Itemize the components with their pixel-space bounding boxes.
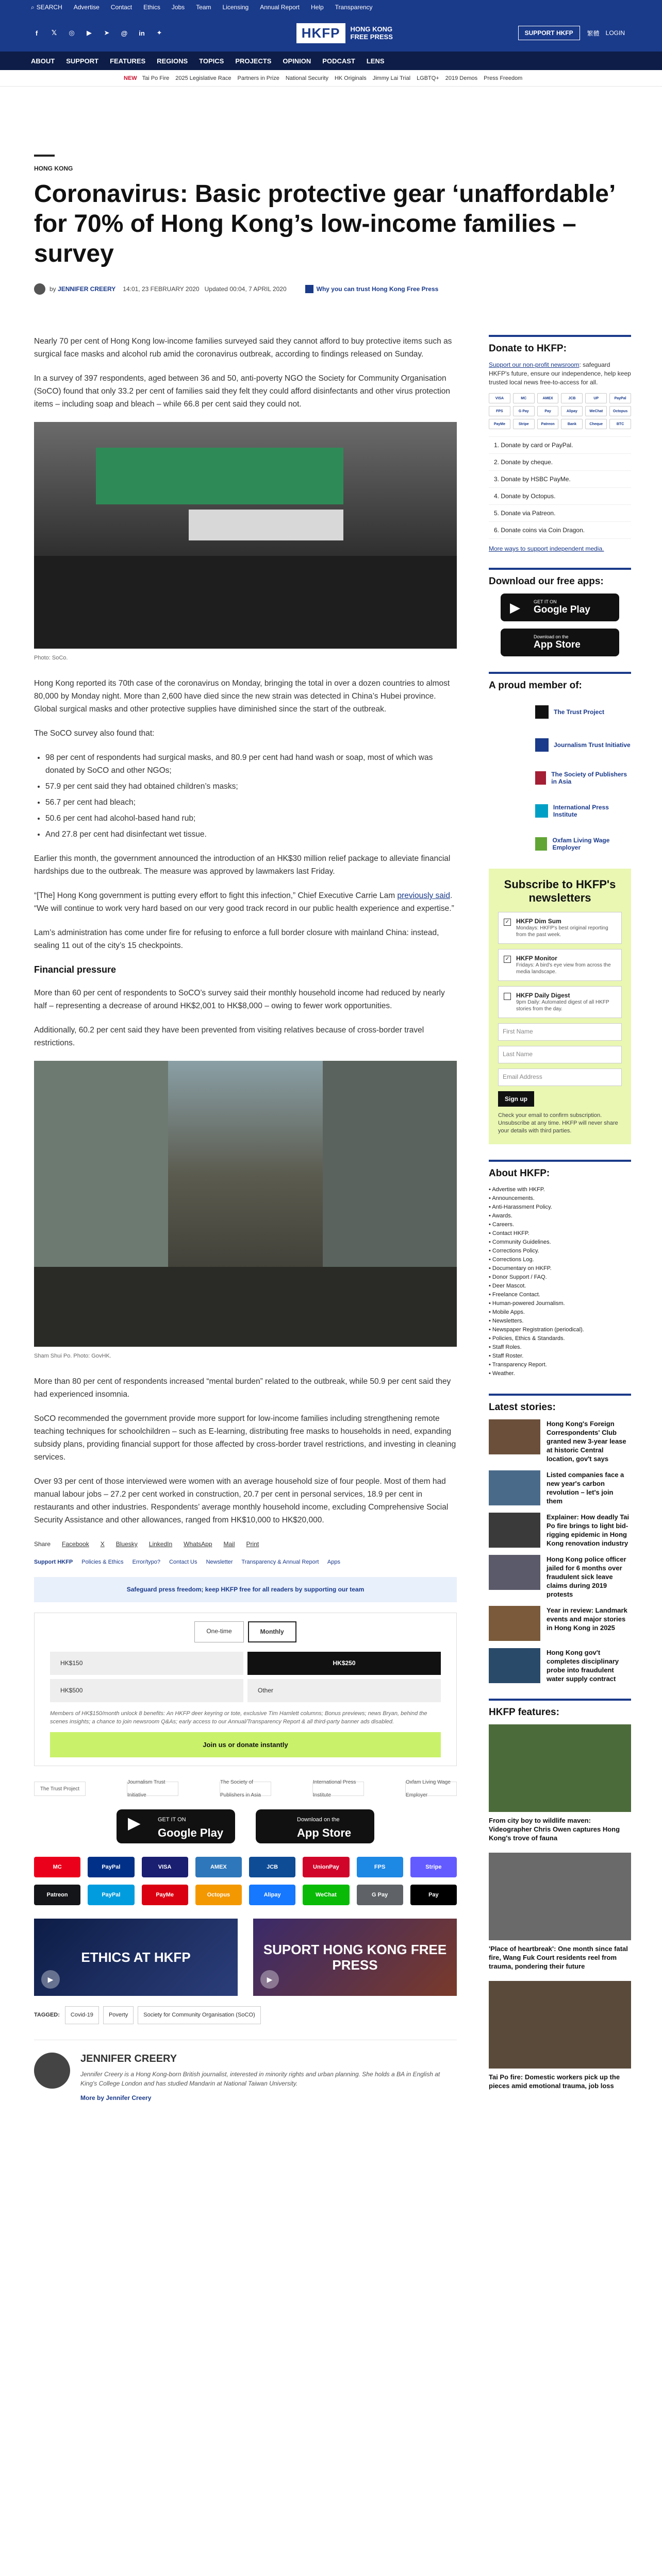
app-store-row (34, 1809, 457, 1843)
paragraph: More than 60 per cent of respondents to SoCO’s survey said their monthly household income had reduced by nearly half – representing a decrease of around HK$2,001 to HK$8,000 – owing to fewer work opportunities. (34, 989, 445, 1010)
about-link[interactable]: • Freelance Contact. (489, 1291, 631, 1299)
trust-project-icon (535, 705, 549, 719)
play-icon: ▶ (41, 1970, 60, 1989)
about-link[interactable]: • Anti-Harassment Policy. (489, 1203, 631, 1212)
ethics-promo[interactable]: ETHICS AT HKFP ▶ (34, 1919, 238, 1996)
member-trust-project[interactable]: The Trust Project (489, 698, 631, 726)
apps-title: Download our free apps: (489, 568, 631, 587)
topbar-annual-report[interactable]: Annual Report (260, 4, 300, 11)
amount-grid (50, 1652, 441, 1702)
safeguard-banner[interactable]: Safeguard press freedom; keep HKFP free for all readers by supporting our team (34, 1577, 457, 1602)
newsletter-option[interactable]: ✓ HKFP Monitor Fridays: A bird's eye view from across the media landscape. (498, 949, 622, 981)
wechat-pay-icon: WeChat (303, 1885, 349, 1905)
list-item: • 56.7 per cent had bleach; (45, 796, 457, 809)
newsletter-option[interactable]: HKFP Daily Digest 9pm Daily: Automated digest of all HKFP stories from the day. (498, 986, 622, 1018)
promo-row (34, 1919, 457, 1996)
protest-signs (189, 510, 343, 540)
top-utility-bar (0, 0, 662, 14)
paragraph: Over 93 per cent of those interviewed were women with an average household size of four people. Most of them had manual labour jobs – 27.2 per cent worked in construction, 20.7 per cent in personal services, 18.9 per cent in restaurants and other industries. Respondents’ average monthly household income, excluding Comprehensive Social Security Assistance and other allowances, ranged from HK$10,000 to HK$20,000. (34, 1477, 449, 1524)
donate-box (34, 1613, 457, 1766)
paragraph: The SoCO survey also found that: (34, 729, 155, 738)
nav-opinion[interactable]: OPINION (283, 57, 311, 65)
about-link[interactable]: • Documentary on HKFP. (489, 1264, 631, 1273)
payment-icon: PayPal (609, 393, 631, 403)
checkbox[interactable]: ✓ (504, 919, 511, 926)
trending-item[interactable]: Tai Po Fire (142, 75, 170, 81)
donation-methods-grid (489, 393, 631, 429)
newsletter-option[interactable]: ✓ HKFP Dim Sum Mondays: HKFP's best original reporting from the past week. (498, 912, 622, 944)
article-photo-protest (34, 422, 457, 649)
amount-500[interactable]: HK$500 (50, 1679, 243, 1702)
apple-pay-icon: Pay (410, 1885, 457, 1905)
feature-story[interactable]: From city boy to wildlife maven: Videographer Chris Owen captures Hong Kong's trove of fauna (489, 1724, 631, 1842)
support-link[interactable]: Newsletter (206, 1559, 233, 1565)
payment-icon: VISA (489, 393, 510, 403)
story-thumbnail (489, 1648, 540, 1683)
protest-crowd (34, 556, 457, 649)
visa-icon: VISA (142, 1857, 188, 1877)
updated-date: Updated 00:04, 7 APRIL 2020 (204, 285, 287, 293)
payment-icon: UP (585, 393, 607, 403)
topbar-advertise[interactable]: Advertise (73, 4, 100, 11)
main-nav (0, 52, 662, 70)
linkedin-icon[interactable]: in (139, 29, 145, 37)
nav-about[interactable]: ABOUT (31, 57, 55, 65)
about-link[interactable]: • Community Guidelines. (489, 1238, 631, 1247)
search-icon: ⌕ (31, 3, 35, 11)
signup-button[interactable]: Sign up (498, 1091, 534, 1107)
nav-support[interactable]: SUPPORT (66, 57, 99, 65)
about-link[interactable]: • Mobile Apps. (489, 1308, 631, 1317)
stripe-icon: Stripe (410, 1857, 457, 1877)
trust-icon (305, 285, 313, 293)
more-by-author-link[interactable]: More by Jennifer Creery (80, 2094, 152, 2102)
last-name-field[interactable]: Last Name (498, 1046, 622, 1063)
member-jti[interactable]: Journalism Trust Initiative (489, 731, 631, 759)
paragraph: “[The] Hong Kong government is putting every effort to fight this infection,” Chief Executive Carrie Lam previously said. “We will continue to work very hard based on our very good track record in our public health experience and expertise.” (34, 891, 454, 913)
paragraph: Additionally, 60.2 per cent said they have been prevented from visiting relatives because of cross-border travel restrictions. (34, 1026, 424, 1047)
share-print[interactable]: Print (246, 1540, 259, 1548)
nav-topics[interactable]: TOPICS (199, 57, 224, 65)
support-link[interactable]: Support HKFP (34, 1559, 73, 1565)
list-item: • And 27.8 per cent had disinfectant wet tissue. (45, 828, 457, 841)
member-sopa[interactable]: The Society of Publishers in Asia (489, 764, 631, 792)
donate-benefits-note: Members of HK$150/month unlock 8 benefits: An HKFP deer keyring or tote, exclusive Tim Hamlett columns; Bonus previews; news Bryan, behind the scenes insights; a chance to join newsroom Q&As; early access to our Annual/Transparency Report & all third-party banner ads disabled. (50, 1710, 427, 1725)
feature-image (489, 1724, 631, 1812)
payment-icon: FPS (489, 406, 510, 416)
paypal-icon: PayPal (88, 1885, 134, 1905)
trending-item[interactable]: LGBTQ+ (417, 75, 439, 81)
payment-icon: Stripe (513, 419, 535, 429)
author-box (34, 2040, 457, 2105)
story-thumbnail (489, 1513, 540, 1548)
sopa-logo[interactable]: The Society of Publishers in Asia (220, 1782, 271, 1796)
latest-story[interactable]: Year in review: Landmark events and major stories in Hong Kong in 2025 (489, 1606, 631, 1641)
payment-icon: JCB (561, 393, 583, 403)
paragraph: In a survey of 397 respondents, aged between 36 and 50, anti-poverty NGO the Society for Community Organisation (SoCO) found that only 33.2 per cent of families said they felt they could afford disinfectants and other virus protection items – including soap and bleach – while 66.8 per cent said they could not. (34, 374, 451, 409)
author-bio: Jennifer Creery is a Hong Kong-born British journalist, interested in minority rights and urban planning. She holds a BA in English at King's College London and has studied Mandarin at National Taiwan University. (80, 2071, 440, 2087)
author-link[interactable]: JENNIFER CREERY (58, 285, 116, 293)
octopus-icon: Octopus (195, 1885, 242, 1905)
payment-icon: MC (513, 393, 535, 403)
payment-icon: Patreon (537, 419, 559, 429)
unionpay-icon: UnionPay (303, 1857, 349, 1877)
paypal-icon: PayPal (88, 1857, 134, 1877)
tag-list (34, 2006, 457, 2024)
support-link[interactable]: Apps (327, 1559, 340, 1565)
latest-story[interactable]: Hong Kong gov't completes disciplinary probe into fraudulent water supply contract (489, 1648, 631, 1683)
payment-icon: Bank (561, 419, 583, 429)
ipi-logo[interactable]: International Press Institute (312, 1782, 364, 1796)
topbar-search[interactable]: ⌕ SEARCH (31, 3, 62, 11)
support-links (34, 1556, 457, 1569)
trending-item[interactable]: Jimmy Lai Trial (372, 75, 411, 81)
nav-regions[interactable]: REGIONS (157, 57, 188, 65)
about-link[interactable]: • Transparency Report. (489, 1361, 631, 1369)
member-ipi[interactable]: International Press Institute (489, 796, 631, 825)
donate-option[interactable]: 1. Donate by card or PayPal. (489, 436, 631, 453)
payment-icon: Octopus (609, 406, 631, 416)
latest-story[interactable]: Hong Kong's Foreign Correspondents' Club granted new 3-year lease at historic Central location, gov't says (489, 1419, 631, 1463)
street-crowd (34, 1267, 457, 1347)
support-link[interactable]: Error/typo? (132, 1559, 161, 1565)
x-icon[interactable]: 𝕏 (51, 29, 57, 37)
published-date: 14:01, 23 FEBRUARY 2020 (123, 285, 200, 293)
about-list (489, 1185, 631, 1378)
about-link[interactable]: • Careers. (489, 1221, 631, 1229)
logo-line-2: FREE PRESS (350, 33, 393, 41)
threads-icon[interactable]: @ (121, 29, 128, 37)
feature-image (489, 1853, 631, 1940)
feature-story[interactable]: 'Place of heartbreak': One month since fatal fire, Wang Fuk Court residents reel from trauma, pondering their future (489, 1853, 631, 1971)
checkbox[interactable]: ✓ (504, 956, 511, 963)
donate-option[interactable]: 4. Donate by Octopus. (489, 487, 631, 504)
previously-said-link[interactable]: previously said (397, 891, 450, 900)
share-bluesky[interactable]: Bluesky (115, 1540, 138, 1548)
trending-item[interactable]: Partners in Prize (237, 75, 279, 81)
byline: by JENNIFER CREERY 14:01, 23 FEBRUARY 2020 Updated 00:04, 7 APRIL 2020 Why you can trust Hong Kong Free Press (34, 283, 627, 295)
trending-item[interactable]: 2025 Legislative Race (175, 75, 231, 81)
tag-item[interactable]: Covid-19 (65, 2006, 99, 2024)
about-link[interactable]: • Contact HKFP. (489, 1229, 631, 1238)
amount-150[interactable]: HK$150 (50, 1652, 243, 1675)
nav-lens[interactable]: LENS (366, 57, 385, 65)
article-category[interactable]: HONG KONG (34, 165, 73, 172)
nav-podcast[interactable]: PODCAST (322, 57, 355, 65)
newsletter-subscribe (489, 869, 631, 1144)
play-icon: ▶ (260, 1970, 279, 1989)
about-link[interactable]: • Newspaper Registration (periodical). (489, 1326, 631, 1334)
patreon-icon: Patreon (34, 1885, 80, 1905)
support-link[interactable]: Contact Us (169, 1559, 197, 1565)
payme-icon: PayMe (142, 1885, 188, 1905)
feature-story[interactable]: Tai Po fire: Domestic workers pick up the pieces amid emotional trauma, job loss (489, 1981, 631, 2090)
about-link[interactable]: • Announcements. (489, 1194, 631, 1203)
member-title: A proud member of: (489, 672, 631, 691)
payment-icon: WeChat (585, 406, 607, 416)
topbar-ethics[interactable]: Ethics (143, 4, 160, 11)
jcb-icon: JCB (249, 1857, 295, 1877)
share-mail[interactable]: Mail (223, 1540, 235, 1548)
paragraph: More than 80 per cent of respondents increased “mental burden” related to the outbreak, while 50.9 per cent said they had experienced insomnia. (34, 1377, 451, 1399)
amount-250[interactable]: HK$250 (247, 1652, 441, 1675)
latest-title: Latest stories: (489, 1394, 631, 1413)
topbar-licensing[interactable]: Licensing (222, 4, 249, 11)
donate-option[interactable]: 6. Donate coins via Coin Dragon. (489, 521, 631, 539)
photo-caption: Sham Shui Po. Photo: GovHK. (34, 1353, 111, 1359)
masthead (0, 14, 662, 52)
list-item: • 50.6 per cent had alcohol-based hand rub; (45, 812, 457, 825)
frequency-toggle (50, 1621, 441, 1642)
payment-icon: BTC (609, 419, 631, 429)
first-name-field[interactable]: First Name (498, 1023, 622, 1041)
nav-projects[interactable]: PROJECTS (235, 57, 272, 65)
author-avatar-small (34, 283, 45, 295)
share-facebook[interactable]: Facebook (62, 1540, 89, 1548)
paragraph: SoCO recommended the government provide more support for low-income families including strengthening remote teaching techniques for schoolchildren – such as E-learning, distributing free masks to households in need, expanding subsidy plans, providing financial support for those affected by cross-border travel restrictions, and investing in cleaning services. (34, 1414, 456, 1462)
instagram-icon[interactable]: ◎ (69, 29, 75, 37)
language-toggle[interactable]: 繁體 (587, 29, 600, 37)
article-body (34, 335, 457, 2105)
amount-other[interactable]: Other (247, 1679, 441, 1702)
trending-item[interactable]: HK Originals (334, 75, 367, 81)
trending-label: NEW (124, 75, 137, 81)
payment-icon: AMEX (537, 393, 559, 403)
latest-story[interactable]: Listed companies face a new year's carbon revolution – let's join them (489, 1470, 631, 1505)
article-header (34, 155, 627, 295)
trust-link[interactable]: Why you can trust Hong Kong Free Press (305, 285, 439, 293)
google-pay-icon: G Pay (357, 1885, 403, 1905)
sidebar-google-play-button[interactable]: ▶ GET IT ON Google Play (501, 594, 619, 621)
about-link[interactable]: • Weather. (489, 1369, 631, 1378)
support-promo[interactable]: SUPORT HONG KONG FREE PRESS ▶ (253, 1919, 457, 1996)
member-logos-row (34, 1782, 457, 1796)
story-thumbnail (489, 1555, 540, 1590)
google-play-button[interactable]: ▶ GET IT ON Google Play (117, 1809, 235, 1843)
subscribe-note: Check your email to confirm subscription. Unsubscribe at any time. HKFP will never share your details with third parties. (498, 1112, 618, 1134)
latest-story[interactable]: Explainer: How deadly Tai Po fire brings to light bid-rigging epidemic in Hong Kong renovation industry (489, 1513, 631, 1548)
logo-line-1: HONG KONG (350, 25, 393, 33)
features-title: HKFP features: (489, 1699, 631, 1718)
paragraph: Earlier this month, the government announced the introduction of an HK$30 million relief package to alleviate financial hardships due to the outbreak. The measure was approved by lawmakers last Friday. (34, 854, 451, 876)
share-whatsapp[interactable]: WhatsApp (184, 1540, 212, 1548)
app-store-button[interactable]: Download on the App Store (256, 1809, 374, 1843)
donate-option[interactable]: 3. Donate by HSBC PayMe. (489, 470, 631, 487)
telegram-icon[interactable]: ➤ (104, 29, 110, 37)
about-title: About HKFP: (489, 1160, 631, 1179)
paragraph: Hong Kong reported its 70th case of the coronavirus on Monday, bringing the total in over a dozen countries to almost 80,000 by Monday night. More than 2,600 have died since the new strain was detected in China’s Hubei province. Global surgical masks and other protective supplies have diminished since the start of the outbreak. (34, 679, 450, 714)
mastercard-icon: MC (34, 1857, 80, 1877)
subheading-financial: Financial pressure (34, 964, 117, 975)
member-oxfam[interactable]: Oxfam Living Wage Employer (489, 829, 631, 858)
article-headline: Coronavirus: Basic protective gear ‘unaffordable’ for 70% of Hong Kong’s low-income families – survey (34, 180, 615, 267)
freq-one-time[interactable]: One-time (194, 1621, 243, 1642)
topbar-help[interactable]: Help (310, 4, 324, 11)
sopa-icon (535, 771, 546, 785)
social-links (31, 27, 171, 39)
trust-project-logo[interactable]: The Trust Project (34, 1782, 86, 1796)
nav-features[interactable]: FEATURES (110, 57, 146, 65)
about-link[interactable]: • Corrections Policy. (489, 1247, 631, 1256)
topbar-team[interactable]: Team (196, 4, 211, 11)
support-hkfp-button[interactable]: SUPPORT HKFP (518, 26, 580, 40)
topbar-contact[interactable]: Contact (110, 4, 133, 11)
email-field[interactable]: Email Address (498, 1069, 622, 1086)
about-link[interactable]: • Donor Support / FAQ. (489, 1273, 631, 1282)
subscribe-title: Subscribe to HKFP's newsletters (504, 878, 616, 904)
sidebar: Donate to HKFP: Support our non-profit newsroom: safeguard HKFP's future, ensure our independence, help keep trusted local news free-to-access for all. VISA MC AMEX JCB UP PayPal FPS G Pay Pay Alipay WeChat Octopus PayMe Stripe Patreon Bank Cheque BTC 1. Donate by card or PayPal. 2. Donate by cheque. 3. Donate by HSBC PayMe. 4. Donate by Octopus. 5. Donate via Patreon. 6. Donate coins via Coin Dragon. More ways to support independent media. Download our free apps: ▶ GET IT ON Google Play Download on the App Store A proud member of: The Trust Project Journalism Trust Initiative The Society of Publishers in Asia International Press Institute Oxfam Living Wage Employer Subscribe to HKFP's newsletters ✓ HKFP Dim Sum Mondays: HKFP's best original reporting from the past week. ✓ HKFP Monitor Fridays: A bird's eye view from across the media landscape. HKFP Daily Digest 9pm Daily: Automated digest of all HKFP stories from the day. First Name Last Name Email Address Sign up Check your email to confirm subscription. Unsubscribe at any time. HKFP will never share your details with third parties. About HKFP: • Advertise with HKFP. • Announcements. • Anti-Harassment Policy. • Awards. • Careers. • Contact HKFP. • Community Guidelines. • Corrections Policy. • Corrections Log. • Documentary on HKFP. • Donor Support / FAQ. • Deer Mascot. • Freelance Contact. • Human-powered Journalism. • Mobile Apps. • Newsletters. • Newspaper Registration (periodical). • Policies, Ethics & Standards. • Staff Roles. • Staff Roster. • Transparency Report. • Weather. Latest stories: Hong Kong's Foreign Correspondents' Club granted new 3-year lease at historic Central location, gov't says Listed companies face a new year's carbon revolution – let's join them Explainer: How deadly Tai Po fire brings to light bid-rigging epidemic in Hong Kong renovation industry Hong Kong police officer jailed for 6 months over fraudulent sick leave claims during 2019 protests Year in review: Landmark events and major stories in Hong Kong in 2025 Hong Kong gov't completes disciplinary probe into fraudulent water supply contract HKFP features: From city boy to wildlife maven: Videographer Chris Owen captures Hong Kong's trove of fauna 'Place of heartbreak': One month since fatal fire, Wang Fuk Court residents reel from trauma, pondering their future Tai Po fire: Domestic workers pick up the pieces amid emotional trauma, job loss (489, 335, 631, 2100)
share-linkedin[interactable]: LinkedIn (148, 1540, 173, 1548)
trending-item[interactable]: National Security (285, 75, 328, 81)
payment-icon: G Pay (513, 406, 535, 416)
tag-item[interactable]: Poverty (103, 2006, 134, 2024)
facebook-icon[interactable]: f (35, 29, 38, 37)
site-logo[interactable]: HKFP HONG KONG FREE PRESS (296, 23, 393, 43)
ipi-icon (535, 804, 548, 818)
jti-logo[interactable]: Journalism Trust Initiative (127, 1782, 178, 1796)
about-link[interactable]: • Human-powered Journalism. (489, 1299, 631, 1308)
checkbox[interactable] (504, 993, 511, 1000)
trending-item[interactable]: 2019 Demos (445, 75, 478, 81)
feature-image (489, 1981, 631, 2069)
donate-title: Donate to HKFP: (489, 335, 631, 354)
about-link[interactable]: • Awards. (489, 1212, 631, 1221)
payment-icon: Alipay (561, 406, 583, 416)
findings-list (45, 751, 457, 841)
payment-icon: Pay (537, 406, 559, 416)
share-row (34, 1538, 457, 1551)
about-link[interactable]: • Newsletters. (489, 1317, 631, 1326)
support-newsroom-link[interactable]: Support our non-profit newsroom (489, 361, 580, 368)
more-ways-link[interactable]: More ways to support independent media. (489, 545, 604, 552)
payment-methods (34, 1857, 457, 1905)
support-link[interactable]: Policies & Ethics (81, 1559, 124, 1565)
youtube-icon[interactable]: ▶ (87, 29, 92, 37)
about-link[interactable]: • Staff Roles. (489, 1343, 631, 1352)
amex-icon: AMEX (195, 1857, 242, 1877)
about-link[interactable]: • Deer Mascot. (489, 1282, 631, 1291)
topbar-jobs[interactable]: Jobs (171, 4, 185, 11)
photo-caption: Photo: SoCo. (34, 655, 68, 661)
bluesky-icon[interactable]: ✦ (156, 29, 162, 37)
payment-icon: Cheque (585, 419, 607, 429)
paragraph: Nearly 70 per cent of Hong Kong low-income families surveyed said they cannot afford to buy protective items such as surgical face masks and alcohol rub amid the coronavirus outbreak, according to findings released on Sunday. (34, 337, 452, 359)
oxfam-logo[interactable]: Oxfam Living Wage Employer (405, 1782, 457, 1796)
share-x[interactable]: X (100, 1540, 105, 1548)
story-thumbnail (489, 1419, 540, 1454)
sidebar-app-store-button[interactable]: Download on the App Store (501, 629, 619, 656)
article-photo-street (34, 1061, 457, 1347)
about-link[interactable]: • Advertise with HKFP. (489, 1185, 631, 1194)
protest-banner (96, 448, 343, 504)
kicker-rule (34, 155, 55, 157)
story-thumbnail (489, 1606, 540, 1641)
freq-monthly[interactable]: Monthly (248, 1621, 296, 1642)
tagged-label: TAGGED: (34, 2012, 60, 2018)
trending-bar (0, 70, 662, 87)
topbar-transparency[interactable]: Transparency (335, 4, 373, 11)
list-item: • 98 per cent of respondents had surgical masks, and 80.9 per cent had hand wash or soap, most of which was donated by SoCO and other NGOs; (45, 751, 457, 777)
join-donate-button[interactable]: Join us or donate instantly (50, 1732, 441, 1757)
about-link[interactable]: • Staff Roster. (489, 1352, 631, 1361)
jti-icon (535, 738, 549, 752)
alipay-icon: Alipay (249, 1885, 295, 1905)
about-link[interactable]: • Policies, Ethics & Standards. (489, 1334, 631, 1343)
donate-option[interactable]: 2. Donate by cheque. (489, 453, 631, 470)
author-avatar (34, 2053, 70, 2089)
fps-icon: FPS (357, 1857, 403, 1877)
author-name[interactable]: JENNIFER CREERY (80, 2053, 177, 2064)
share-label: Share (34, 1540, 51, 1548)
login-link[interactable]: LOGIN (605, 29, 625, 37)
google-play-icon: ▶ (128, 1814, 141, 1832)
donate-option[interactable]: 5. Donate via Patreon. (489, 504, 631, 521)
latest-story[interactable]: Hong Kong police officer jailed for 6 months over fraudulent sick leave claims during 2019 protests (489, 1555, 631, 1599)
paragraph: Lam’s administration has come under fire for refusing to enforce a full border closure with mainland China: instead, sealing 11 out of the city’s 15 checkpoints. (34, 928, 439, 950)
about-link[interactable]: • Corrections Log. (489, 1256, 631, 1264)
story-thumbnail (489, 1470, 540, 1505)
oxfam-icon (535, 837, 547, 851)
google-play-icon: ▶ (510, 600, 520, 615)
support-link[interactable]: Transparency & Annual Report (241, 1559, 319, 1565)
trending-item[interactable]: Press Freedom (484, 75, 523, 81)
payment-icon: PayMe (489, 419, 510, 429)
list-item: • 57.9 per cent said they had obtained children’s masks; (45, 780, 457, 793)
tag-item[interactable]: Society for Community Organisation (SoCO) (138, 2006, 260, 2024)
